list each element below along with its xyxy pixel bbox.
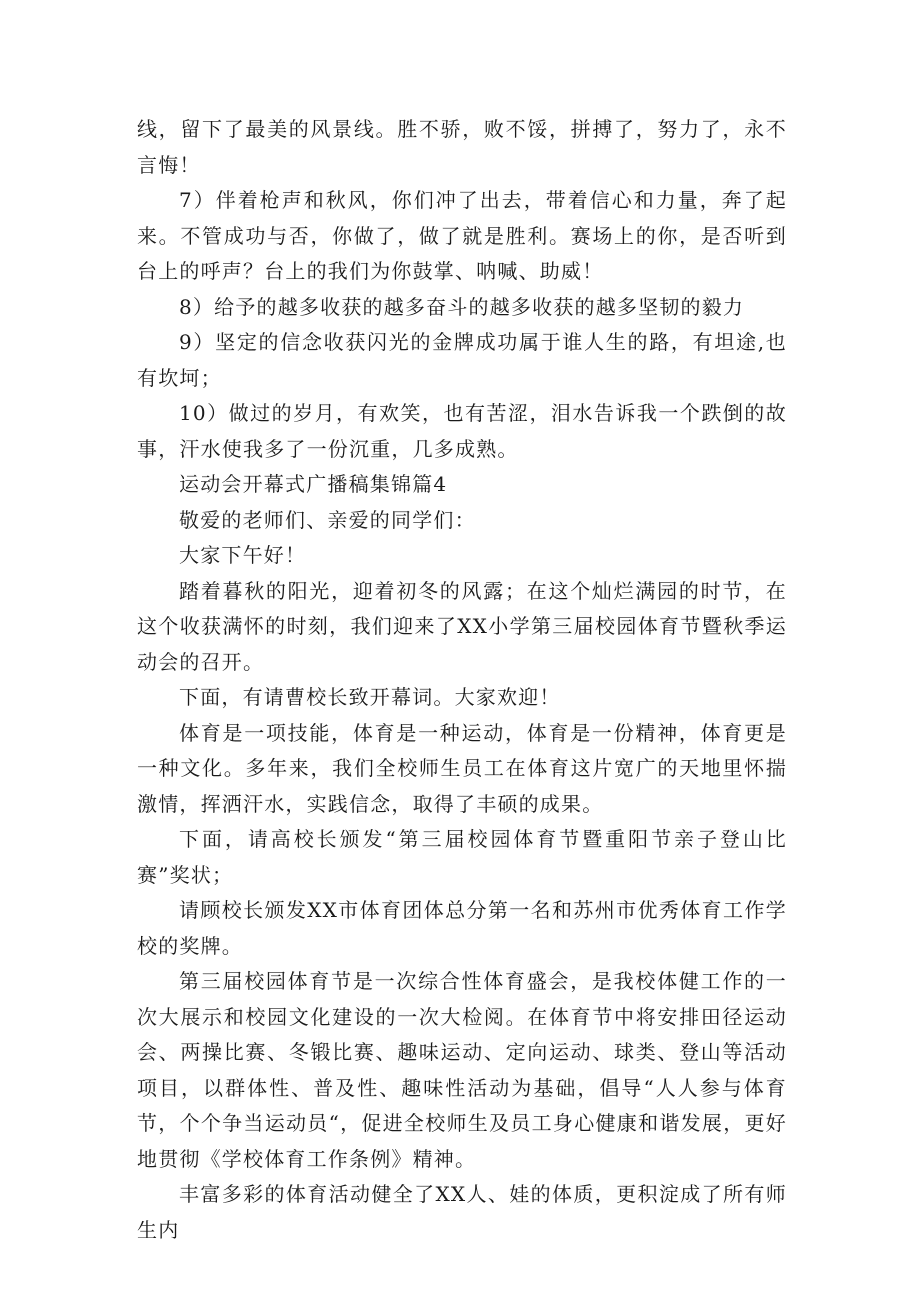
paragraph-continuation: 线，留下了最美的风景线。胜不骄，败不馁，拼搏了，努力了，永不言悔！ xyxy=(137,117,787,177)
paragraph-award-plaque: 请顾校长颁发XX市体育团体总分第一名和苏州市优秀体育工作学校的奖牌。 xyxy=(137,898,787,958)
salutation: 敬爱的老师们、亲爱的同学们： xyxy=(179,507,476,532)
section-heading: 运动会开幕式广播稿集锦篇4 xyxy=(179,472,448,496)
paragraph-award-certificate: 下面，请高校长颁发“第三届校园体育节暨重阳节亲子登山比赛”奖状； xyxy=(137,827,787,887)
paragraph-item-10: 10）做过的岁月，有欢笑，也有苦涩，泪水告诉我一个跌倒的故事，汗水使我多了一份沉重，几多成熟。 xyxy=(137,401,787,461)
paragraph-item-7: 7）伴着枪声和秋风，你们冲了出去，带着信心和力量，奔了起来。不管成功与否，你做了，做了就是胜利。赛场上的你，是否听到台上的呼声？台上的我们为你鼓掌、呐喊、助威！ xyxy=(137,188,787,283)
paragraph-activities: 丰富多彩的体育活动健全了XX人、娃的体质，更积淀成了所有师生内 xyxy=(137,1182,787,1242)
greeting: 大家下午好！ xyxy=(179,543,307,567)
paragraph-sports-festival: 第三届校园体育节是一次综合性体育盛会，是我校体健工作的一次大展示和校园文化建设的一次大检阅。在体育节中将安排田径运动会、两操比赛、冬锻比赛、趣味运动、定向运动、球类、登山等活动项目，以群体性、普及性、趣味性活动为基础，倡导“人人参与体育节，个个争当运动员“，促进全校师生及员工身心健康和谐发展，更好地贯彻《学校体育工作条例》精神。 xyxy=(137,969,787,1171)
paragraph-opening: 踏着暮秋的阳光，迎着初冬的风露；在这个灿烂满园的时节，在这个收获满怀的时刻，我们迎来了XX小学第三届校园体育节暨秋季运动会的召开。 xyxy=(137,578,787,674)
document-body xyxy=(137,112,787,1248)
paragraph-item-9: 9）坚定的信念收获闪光的金牌成功属于谁人生的路，有坦途,也有坎坷； xyxy=(137,330,787,390)
paragraph-item-8: 8）给予的越多收获的越多奋斗的越多收获的越多坚韧的毅力 xyxy=(179,294,745,319)
paragraph-invite-speech: 下面，有请曹校长致开幕词。大家欢迎！ xyxy=(179,685,561,709)
paragraph-sports-culture: 体育是一项技能，体育是一种运动，体育是一份精神，体育更是一种文化。多年来，我们全校师生员工在体育这片宽广的天地里怀揣激情，挥洒汗水，实践信念，取得了丰硕的成果。 xyxy=(137,720,787,816)
